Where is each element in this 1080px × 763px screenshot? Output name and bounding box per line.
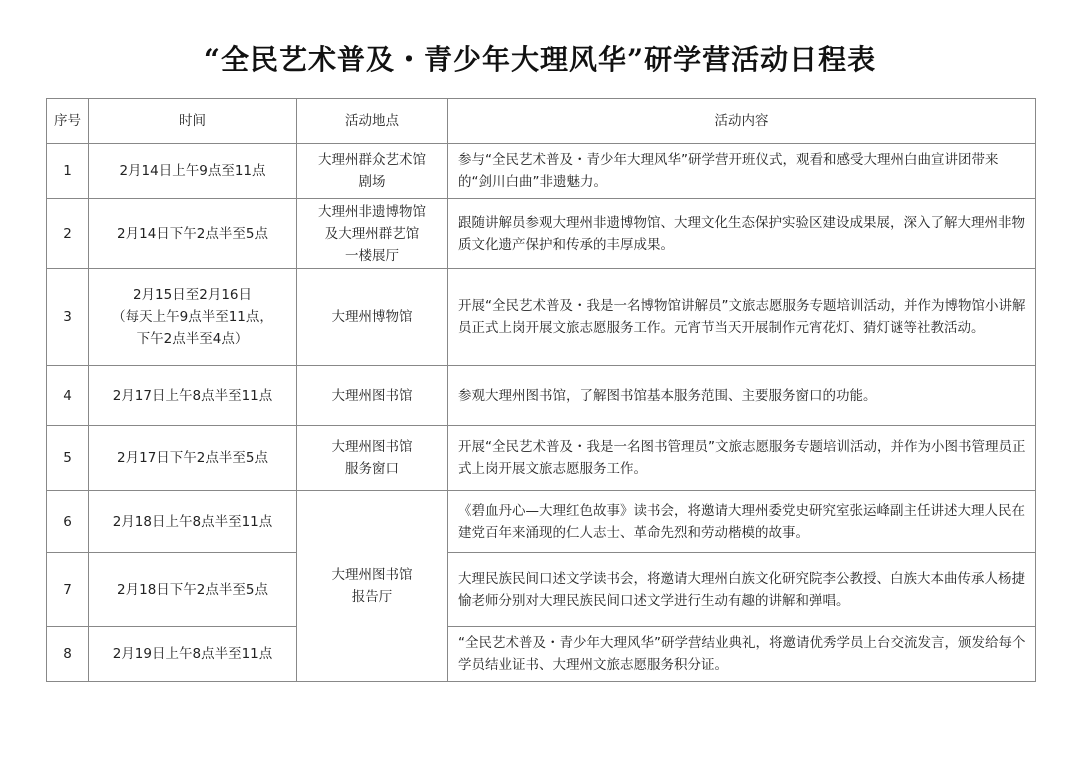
table-row: [47, 553, 1036, 627]
row-content: 开展“全民艺术普及・我是一名博物馆讲解员”文旅志愿服务专题培训活动，并作为博物馆小讲解员正式上岗开展文旅志愿服务工作。元宵节当天开展制作元宵花灯、猜灯谜等社教活动。: [448, 269, 1036, 366]
row-time: 2月19日上午8点半至11点: [89, 627, 297, 682]
row-no: 2: [47, 199, 89, 269]
row-location: 大理州群众艺术馆 剧场: [297, 144, 448, 199]
row-time: 2月15日至2月16日 （每天上午9点半至11点， 下午2点半至4点）: [89, 269, 297, 366]
row-no: 5: [47, 426, 89, 491]
header-content: 活动内容: [448, 99, 1036, 144]
row-time: 2月14日下午2点半至5点: [89, 199, 297, 269]
row-no: 6: [47, 491, 89, 553]
row-location: 大理州博物馆: [297, 269, 448, 366]
table-row: [47, 491, 1036, 553]
row-time: 2月18日下午2点半至5点: [89, 553, 297, 627]
table-row: [47, 269, 1036, 366]
header-time: 时间: [89, 99, 297, 144]
row-location: 大理州非遗博物馆 及大理州群艺馆 一楼展厅: [297, 199, 448, 269]
row-content: 参观大理州图书馆，了解图书馆基本服务范围、主要服务窗口的功能。: [448, 366, 1036, 426]
row-no: 4: [47, 366, 89, 426]
row-content: “全民艺术普及・青少年大理风华”研学营结业典礼，将邀请优秀学员上台交流发言，颁发给每个学员结业证书、大理州文旅志愿服务积分证。: [448, 627, 1036, 682]
schedule-table: [46, 98, 1036, 682]
row-no: 8: [47, 627, 89, 682]
row-content: 开展“全民艺术普及・我是一名图书管理员”文旅志愿服务专题培训活动，并作为小图书管理员正式上岗开展文旅志愿服务工作。: [448, 426, 1036, 491]
header-no: 序号: [47, 99, 89, 144]
table-header-row: [47, 99, 1036, 144]
table-row: [47, 144, 1036, 199]
page-title: “全民艺术普及・青少年大理风华”研学营活动日程表: [203, 43, 877, 76]
table-row: [47, 366, 1036, 426]
table-row: [47, 199, 1036, 269]
row-no: 7: [47, 553, 89, 627]
row-location: 大理州图书馆 报告厅: [297, 491, 448, 682]
table-row: [47, 627, 1036, 682]
row-content: 《碧血丹心—大理红色故事》读书会，将邀请大理州委党史研究室张运峰副主任讲述大理人民在建党百年来涌现的仁人志士、革命先烈和劳动楷模的故事。: [448, 491, 1036, 553]
header-location: 活动地点: [297, 99, 448, 144]
row-location: 大理州图书馆: [297, 366, 448, 426]
row-no: 1: [47, 144, 89, 199]
row-no: 3: [47, 269, 89, 366]
row-content: 大理民族民间口述文学读书会，将邀请大理州白族文化研究院李公教授、白族大本曲传承人杨捷愉老师分别对大理民族民间口述文学进行生动有趣的讲解和弹唱。: [448, 553, 1036, 627]
row-time: 2月17日下午2点半至5点: [89, 426, 297, 491]
row-content: 参与“全民艺术普及・青少年大理风华”研学营开班仪式，观看和感受大理州白曲宣讲团带来的“剑川白曲”非遗魅力。: [448, 144, 1036, 199]
row-time: 2月17日上午8点半至11点: [89, 366, 297, 426]
row-location: 大理州图书馆 服务窗口: [297, 426, 448, 491]
row-time: 2月18日上午8点半至11点: [89, 491, 297, 553]
row-content: 跟随讲解员参观大理州非遗博物馆、大理文化生态保护实验区建设成果展，深入了解大理州非物质文化遗产保护和传承的丰厚成果。: [448, 199, 1036, 269]
table-row: [47, 426, 1036, 491]
row-time: 2月14日上午9点至11点: [89, 144, 297, 199]
